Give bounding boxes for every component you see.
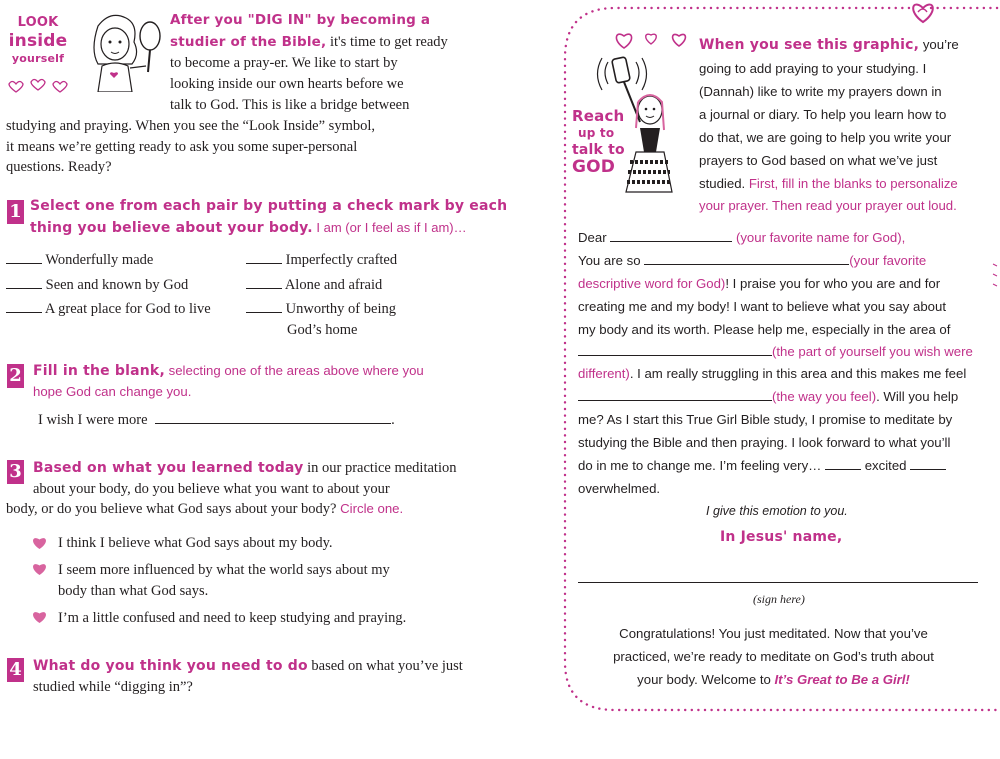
prayer-line-7 — [578, 366, 966, 381]
q3-text: in our practice meditation — [303, 460, 457, 476]
reach-up-logo — [572, 108, 634, 176]
right-intro-text: you’re — [919, 37, 959, 52]
intro-line-3: to become a pray-er. We like to start by — [170, 55, 398, 71]
logo-look-line1: LOOK — [17, 15, 59, 30]
right-intro-line-5: do that, we are going to help you write your — [699, 130, 952, 145]
intro-line-7: it means we’re getting ready to ask you some super-personal — [6, 139, 358, 155]
q1-option-right-1[interactable] — [246, 250, 397, 270]
q3-option-1[interactable]: I think I believe what God says about my body. — [58, 535, 333, 551]
right-intro-line-4: a journal or diary. To help you learn how to — [699, 107, 947, 122]
look-inside-logo — [6, 14, 70, 68]
prayer-line-2 — [578, 253, 926, 268]
prayer-text: . Will you help — [876, 389, 959, 404]
q2-period: . — [391, 412, 395, 428]
overwhelmed-blank[interactable] — [910, 469, 946, 470]
prayer-line-12: overwhelmed. — [578, 481, 661, 496]
q2-sentence-text: I wish I were more — [38, 412, 148, 428]
heart-bullet-icon — [32, 610, 47, 624]
intro-line-4: looking inside our own hearts before we — [170, 76, 404, 92]
prayer-line-9: me? As I start this True Girl Bible study, I promise to meditate by — [578, 412, 953, 427]
right-intro-line-6: prayers to God based on what we’ve just — [699, 153, 938, 168]
prayer-hint: (the part of yourself you wish were — [772, 344, 973, 359]
closing-line-1: Congratulations! You just meditated. Now that you’ve — [619, 626, 928, 641]
prayer-text: do in me to change me. I’m feeling very… — [578, 458, 822, 473]
right-intro-highlight: When you see this graphic, — [699, 37, 920, 53]
prayer-so: You are so — [578, 253, 641, 268]
reach-logo-line3: talk to — [572, 142, 625, 158]
q1-option-text: Seen and known by God — [45, 277, 189, 293]
prayer-dear: Dear — [578, 230, 607, 245]
closing-line-2: practiced, we’re ready to meditate on God’s truth about — [613, 649, 934, 664]
question-2-sub-2: hope God can change you. — [33, 384, 192, 399]
q3-option-2[interactable]: I seem more influenced by what the world says about my — [58, 562, 390, 578]
prayer-hint: (your favorite name for God), — [735, 230, 906, 245]
reach-logo-line4: GOD — [572, 157, 616, 177]
prayer-hint: different) — [578, 366, 630, 381]
right-intro-text: studied. — [699, 176, 749, 191]
q1-option-right-3[interactable] — [246, 299, 396, 319]
sign-here-label: (sign here) — [753, 592, 805, 606]
prayer-line-11 — [578, 458, 946, 473]
q3-option-3[interactable]: I’m a little confused and need to keep studying and praying. — [58, 610, 407, 626]
q3-text-3: body, or do you believe what God says about your body? — [6, 501, 337, 517]
heart-bullet-icon — [32, 536, 47, 550]
question-1-sub: I am (or I feel as if I am)… — [312, 220, 467, 235]
reach-logo-line1: Reach — [572, 107, 625, 125]
intro-line-2 — [170, 32, 448, 52]
hearts-decoration-icon — [615, 30, 695, 52]
question-4-line-2: studied while “digging in”? — [33, 679, 193, 695]
question-4-line-1 — [33, 656, 463, 676]
q3-option-2-cont: body than what God says. — [58, 583, 209, 599]
q4-text: based on what you’ve just — [307, 658, 463, 674]
q1-option-text: Wonderfully made — [45, 252, 154, 268]
right-intro-line-2: going to add praying to your studying. I — [699, 61, 927, 76]
reach-logo-line2: up to — [578, 126, 615, 140]
q1-option-continuation: God’s home — [287, 322, 358, 338]
logo-look-line3: yourself — [11, 52, 65, 65]
prayer-line-4: creating me and my body! I want to believe what you say about — [578, 299, 946, 314]
intro-text: it's time to get ready — [326, 34, 448, 50]
q1-option-text: A great place for God to live — [44, 301, 211, 317]
question-2-sub: selecting one of the areas above where you — [164, 363, 424, 378]
intro-highlight-2: studier of the Bible, — [170, 34, 327, 50]
right-intro-line-1 — [699, 37, 959, 53]
question-4-number: 4 — [7, 658, 24, 682]
intro-highlight-1: After you "DIG IN" by becoming a — [170, 12, 431, 28]
in-jesus-name: In Jesus' name, — [720, 529, 843, 545]
question-3-highlight: Based on what you learned today — [33, 460, 304, 476]
question-2-highlight: Fill in the blank, — [33, 363, 165, 379]
closing-text: your body. Welcome to — [637, 672, 775, 687]
intro-line-1 — [170, 10, 430, 30]
swirl-heart-icon — [906, 0, 940, 24]
intro-line-5: talk to God. This is like a bridge between — [170, 97, 410, 113]
q1-option-left-3[interactable] — [6, 299, 211, 319]
heart-bullet-icon — [32, 562, 47, 576]
q1-option-left-2[interactable] — [6, 275, 188, 295]
q2-answer-blank[interactable] — [155, 423, 391, 424]
question-4-highlight: What do you think you need to do — [33, 658, 308, 674]
q1-option-text: Unworthy of being — [285, 301, 396, 317]
q1-option-text: Alone and afraid — [284, 277, 383, 293]
page-edge-marks — [991, 262, 999, 302]
q1-option-text: Imperfectly crafted — [285, 252, 398, 268]
right-intro-instruction: First, fill in the blanks to personalize — [748, 176, 958, 191]
the-way-you-feel-blank[interactable] — [578, 400, 772, 401]
prayer-line-10: studying the Bible and then praying. I look forward to what you’ll — [578, 435, 951, 450]
prayer-line-3 — [578, 276, 940, 291]
question-3-line-1 — [33, 458, 457, 478]
question-3-line-3 — [6, 499, 403, 519]
question-3-number: 3 — [7, 460, 24, 484]
book-title: It’s Great to Be a Girl! — [774, 672, 910, 687]
prayer-hint: (the way you feel) — [772, 389, 877, 404]
question-1-highlight: thing you believe about your body. — [30, 220, 313, 236]
prayer-hint: descriptive word for God) — [578, 276, 726, 291]
q1-option-right-2[interactable] — [246, 275, 382, 295]
question-2-sentence — [38, 410, 395, 430]
hearts-decoration-icon — [8, 76, 68, 96]
prayer-line-1 — [578, 230, 905, 245]
closing-line-3 — [566, 672, 981, 687]
circle-one-instruction: Circle one. — [336, 501, 404, 516]
question-2-prompt — [33, 362, 424, 380]
part-of-yourself-blank[interactable] — [578, 355, 772, 356]
q1-option-left-1[interactable] — [6, 250, 153, 270]
give-emotion-text: I give this emotion to you. — [706, 504, 848, 518]
girl-mirror-illustration — [68, 6, 164, 92]
intro-line-8: questions. Ready? — [6, 159, 112, 175]
prayer-text: ! I praise you for who you are and for — [725, 276, 941, 291]
prayer-line-5: my body and its worth. Please help me, especially in the area of — [578, 322, 951, 337]
intro-line-6: studying and praying. When you see the “Look Inside” symbol, — [6, 118, 376, 134]
signature-line[interactable] — [578, 582, 978, 583]
excited-option: excited — [864, 458, 907, 473]
descriptive-word-blank[interactable] — [644, 264, 849, 265]
question-1-prompt-2 — [30, 220, 467, 237]
logo-look-line2: inside — [8, 31, 68, 51]
question-3-line-2: about your body, do you believe what you want to about your — [33, 481, 390, 497]
right-intro-line-3: (Dannah) like to write my prayers down in — [699, 84, 942, 99]
excited-blank[interactable] — [825, 469, 861, 470]
right-intro-line-7 — [699, 176, 958, 191]
right-intro-line-8: your prayer. Then read your prayer out loud. — [699, 198, 957, 213]
question-1-prompt: Select one from each pair by putting a check mark by each — [30, 198, 508, 214]
prayer-line-6 — [578, 344, 973, 359]
prayer-hint: (your favorite — [849, 253, 927, 268]
question-1-number: 1 — [7, 200, 24, 224]
prayer-text: . I am really struggling in this area and this makes me feel — [629, 366, 967, 381]
prayer-line-8 — [578, 389, 958, 404]
god-name-blank[interactable] — [610, 241, 732, 242]
question-2-number: 2 — [7, 364, 24, 388]
